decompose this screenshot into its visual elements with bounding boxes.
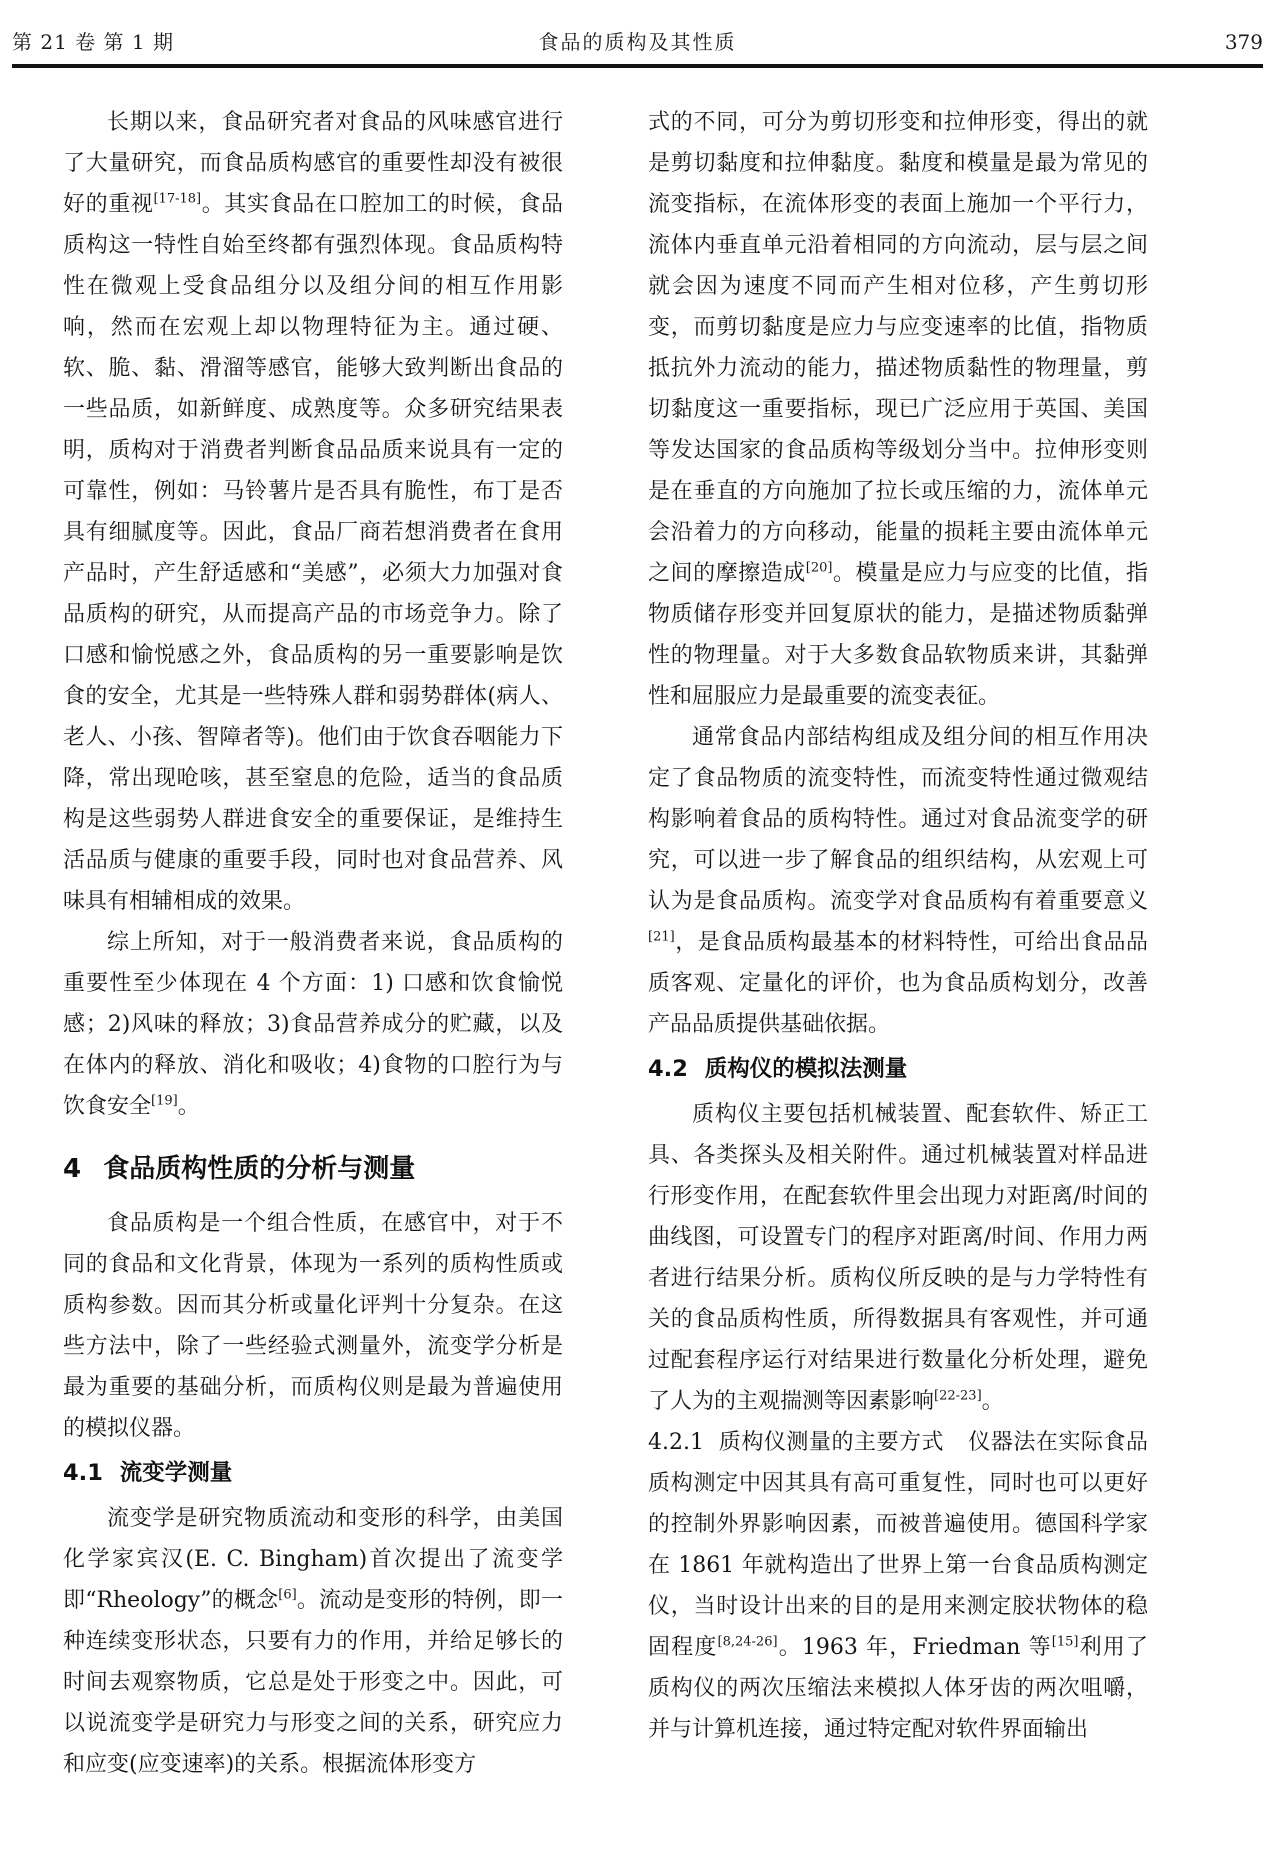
running-title: 食品的质构及其性质 (538, 30, 737, 54)
section-heading-4 (63, 1151, 563, 1187)
section-number: 4.1 (63, 1460, 103, 1486)
paragraph-rheology-intro: 流变学是研究物质流动和变形的科学，由美国化学家宾汉(E. C. Bingham)首次提出了流变学即“Rheology”的概念[6]。流动是变形的特例，即一种连续变形状态，只要有力的作用，并给足够长的时间去观察物质，它总是处于形变之中。因此，可以说流变学是研究力与形变之间的关系，研究应力和应变(应变速率)的关系。根据流体形变方 (63, 1506, 563, 1777)
subsection-body: 仪器法在实际食品质构测定中因其具有高可重复性，同时也可以更好的控制外界影响因素，而被普遍使用。德国科学家在 1861 年就构造出了世界上第一台食品质构测定仪，当时设计出来的目的是用来测定胶状物体的稳固程度[8,24-26]。1963 年，Friedman 等[15]利用了质构仪的两次压缩法来模拟人体牙齿的两次咀嚼，并与计算机连接，通过特定配对软件界面输出 (648, 1430, 1148, 1742)
section-title: 食品质构性质的分析与测量 (103, 1154, 416, 1184)
paragraph-shear-and-extension: 式的不同，可分为剪切形变和拉伸形变，得出的就是剪切黏度和拉伸黏度。黏度和模量是最为常见的流变指标，在流体形变的表面上施加一个平行力，流体内垂直单元沿着相同的方向流动，层与层之间就会因为速度不同而产生相对位移，产生剪切形变，而剪切黏度是应力与应变速率的比值，指物质抵抗外力流动的能力，描述物质黏性的物理量，剪切黏度这一重要指标，现已广泛应用于英国、美国等发达国家的食品质构等级划分当中。拉伸形变则是在垂直的方向施加了拉长或压缩的力，流体单元会沿着力的方向移动，能量的损耗主要由流体单元之间的摩擦造成[20]。模量是应力与应变的比值，指物质储存形变并回复原状的能力，是描述物质黏弹性的物理量。对于大多数食品软物质来讲，其黏弹性和屈服应力是最重要的流变表征。 (648, 110, 1148, 709)
paragraph-flavor-vs-texture: 长期以来，食品研究者对食品的风味感官进行了大量研究，而食品质构感官的重要性却没有被很好的重视[17-18]。其实食品在口腔加工的时候，食品质构这一特性自始至终都有强烈体现。食品质构特性在微观上受食品组分以及组分间的相互作用影响，然而在宏观上却以物理特征为主。通过硬、软、脆、黏、滑溜等感官，能够大致判断出食品的一些品质，如新鲜度、成熟度等。众多研究结果表明，质构对于消费者判断食品品质来说具有一定的可靠性，例如：马铃薯片是否具有脆性，布丁是否具有细腻度等。因此，食品厂商若想消费者在食用产品时，产生舒适感和“美感”，必须大力加强对食品质构的研究，从而提高产品的市场竞争力。除了口感和愉悦感之外，食品质构的另一重要影响是饮食的安全，尤其是一些特殊人群和弱势群体(病人、老人、小孩、智障者等)。他们由于饮食吞咽能力下降，常出现呛咳，甚至窒息的危险，适当的食品质构是这些弱势人群进食安全的重要保证，是维持生活品质与健康的重要手段，同时也对食品营养、风味具有相辅相成的效果。 (63, 110, 563, 914)
right-column (648, 102, 1148, 1785)
section-heading-4-2 (648, 1049, 1148, 1090)
journal-issue: 第 21 卷 第 1 期 (12, 30, 174, 54)
section-title: 质构仪的模拟法测量 (704, 1056, 908, 1082)
section-number: 4.2 (648, 1056, 688, 1082)
section-title: 流变学测量 (119, 1460, 233, 1486)
paragraph-four-aspects: 综上所知，对于一般消费者来说，食品质构的重要性至少体现在 4 个方面：1) 口感和饮食愉悦感；2)风味的释放；3)食品营养成分的贮藏，以及在体内的释放、消化和吸收；4)食物的口腔行为与饮食安全[19]。 (63, 930, 563, 1119)
page-header (0, 0, 1275, 68)
page-number: 379 (1224, 30, 1263, 54)
paragraph-structure-and-rheology: 通常食品内部结构组成及组分间的相互作用决定了食品物质的流变特性，而流变特性通过微观结构影响着食品的质构特性。通过对食品流变学的研究，可以进一步了解食品的组织结构，从宏观上可认为是食品质构。流变学对食品质构有着重要意义[21]，是食品质构最基本的材料特性，可给出食品品质客观、定量化的评价，也为食品质构划分，改善产品品质提供基础依据。 (648, 725, 1148, 1037)
running-head (12, 26, 1263, 55)
paragraph-texture-analyzer: 质构仪主要包括机械装置、配套软件、矫正工具、各类探头及相关附件。通过机械装置对样品进行形变作用，在配套软件里会出现力对距离/时间的曲线图，可设置专门的程序对距离/时间、作用力两者进行结果分析。质构仪所反映的是与力学特性有关的食品质构性质，所得数据具有客观性，并可通过配套程序运行对结果进行数量化分析处理，避免了人为的主观揣测等因素影响[22-23]。 (648, 1102, 1148, 1414)
two-column-body (0, 68, 1275, 1785)
subsection-number: 4.2.1 (648, 1430, 704, 1455)
subsection-title: 质构仪测量的主要方式 (718, 1430, 945, 1455)
paragraph-4-2-1-instrument-method (648, 1422, 1148, 1750)
section-number: 4 (63, 1154, 82, 1184)
section-heading-4-1 (63, 1453, 563, 1494)
paragraph-texture-composite-property: 食品质构是一个组合性质，在感官中，对于不同的食品和文化背景，体现为一系列的质构性质或质构参数。因而其分析或量化评判十分复杂。在这些方法中，除了一些经验式测量外，流变学分析是最为重要的基础分析，而质构仪则是最为普遍使用的模拟仪器。 (63, 1211, 563, 1441)
left-column (63, 102, 563, 1785)
